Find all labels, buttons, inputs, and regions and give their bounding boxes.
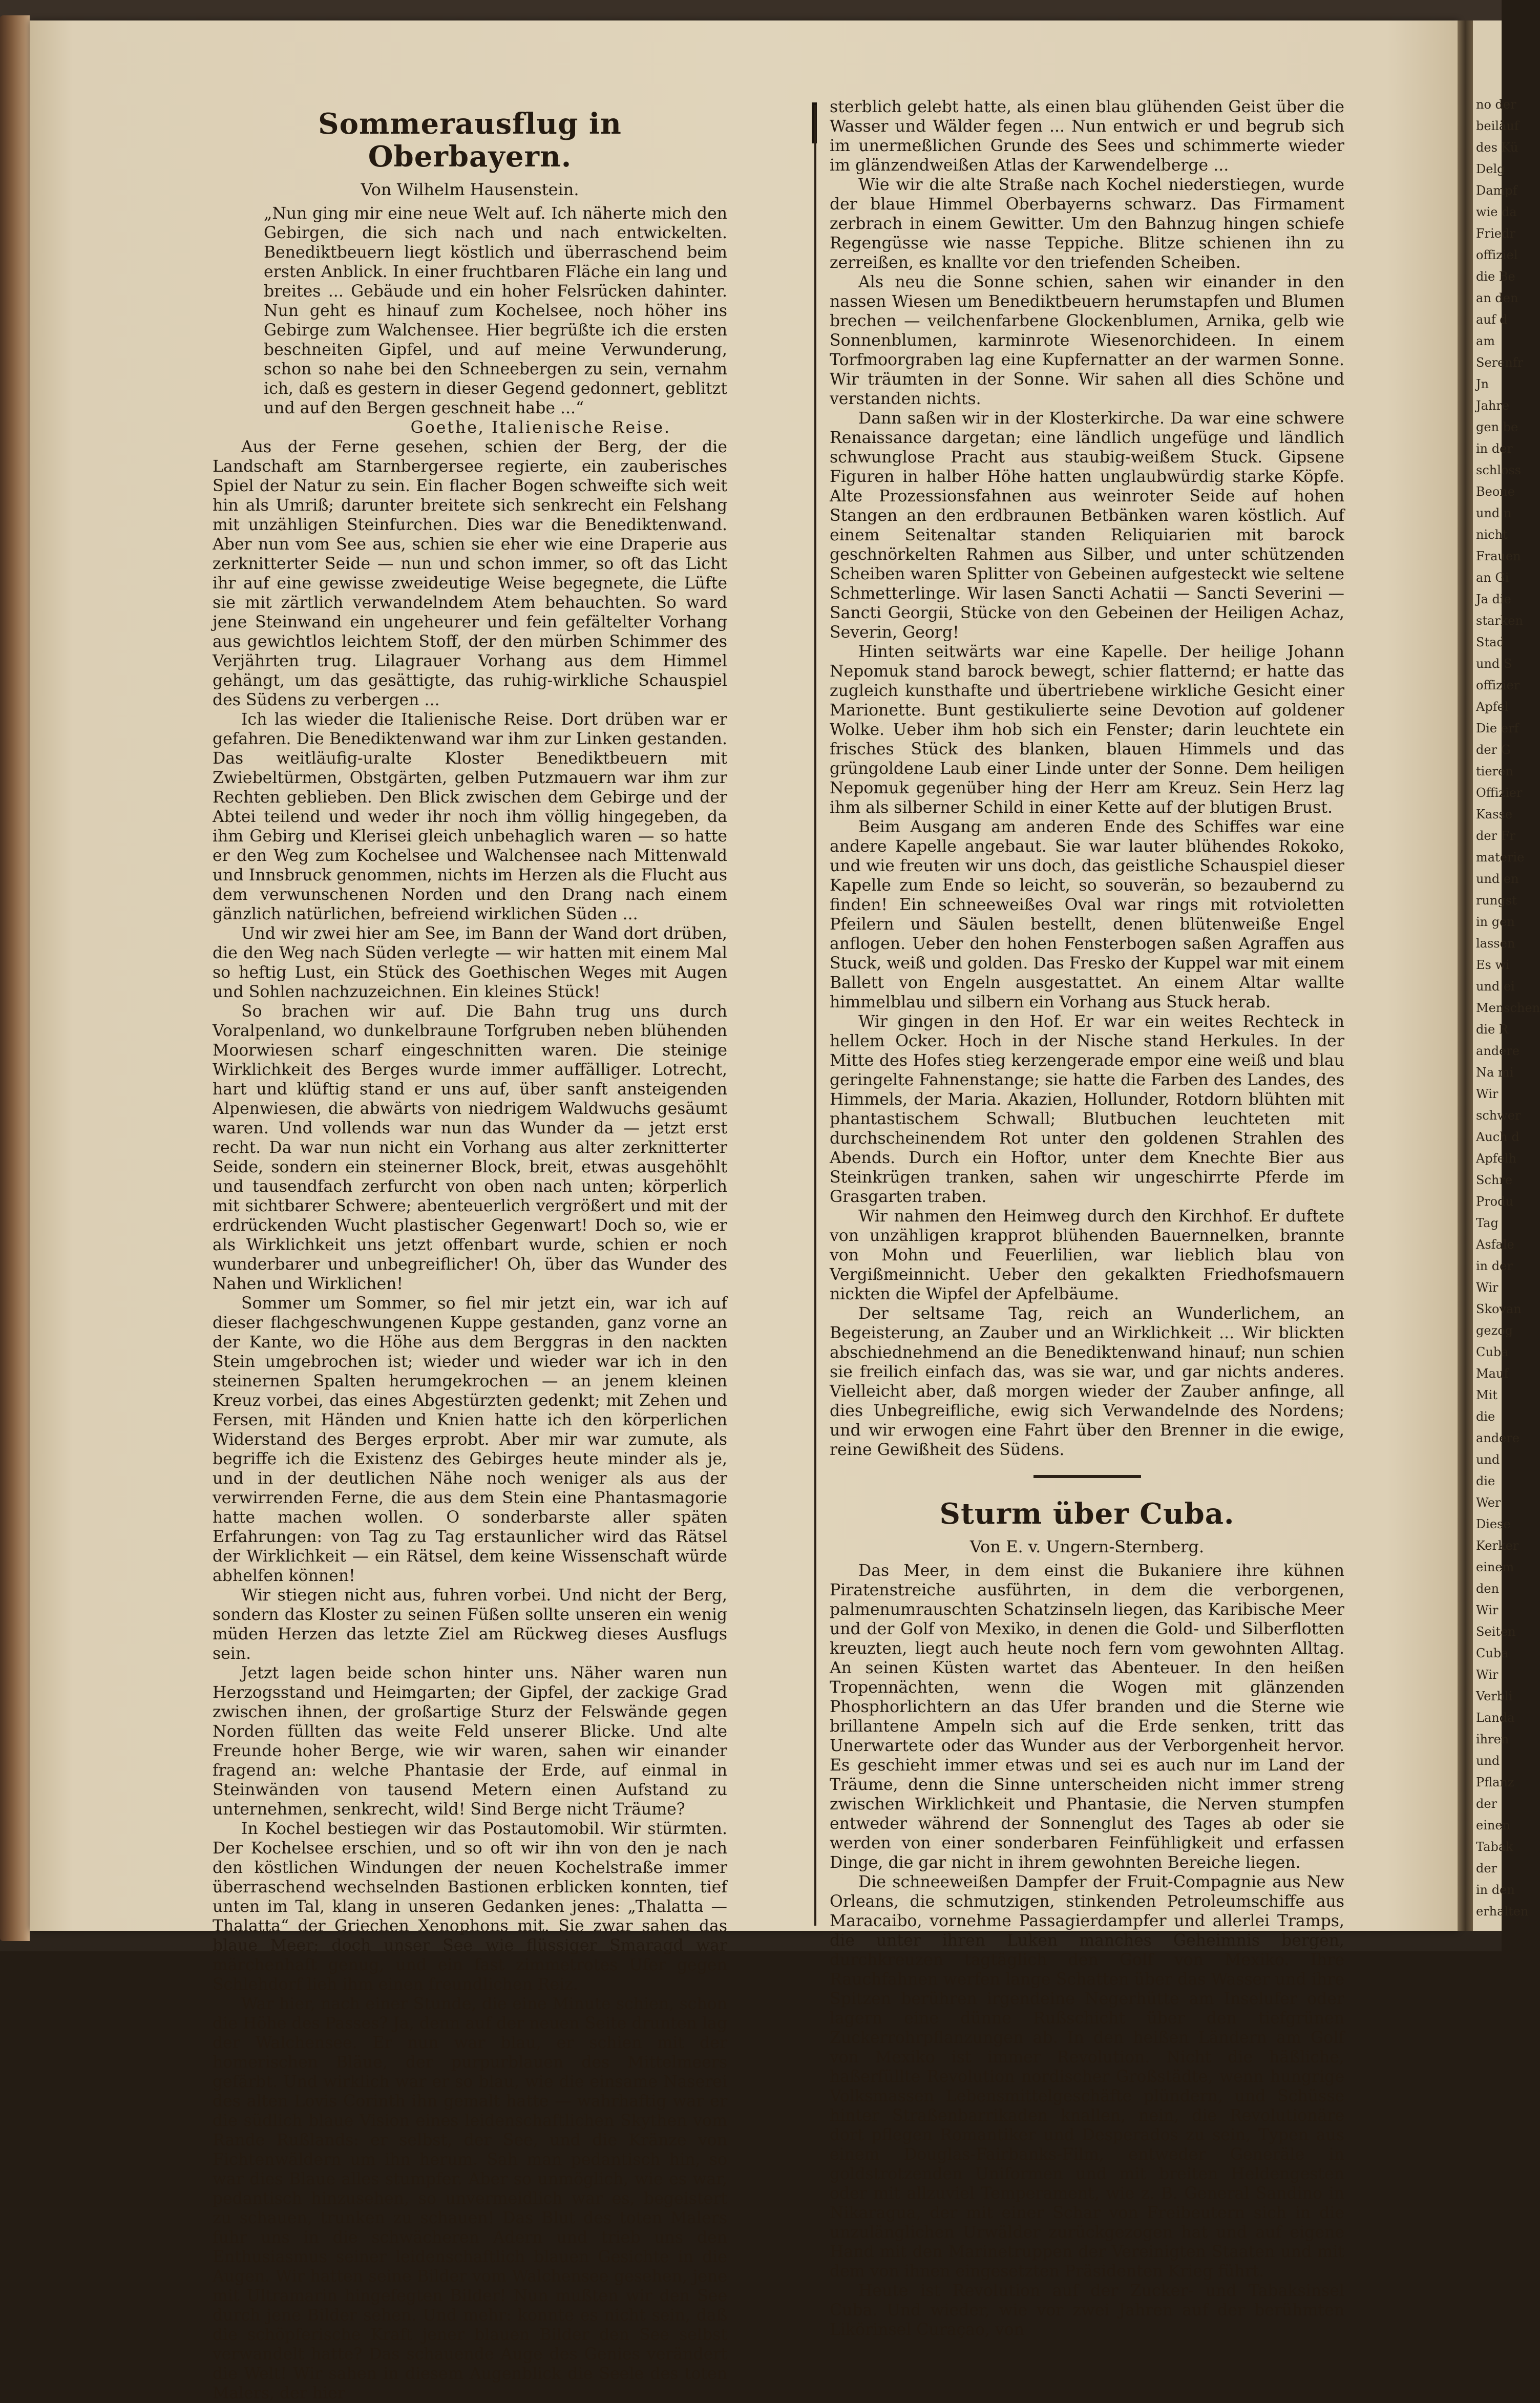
adjacent-page-fragment: und en [1476, 872, 1519, 886]
paragraph: Wir nahmen den Heimweg durch den Kirchhof. Er duftete von unzähligen krapprot blühenden Bauernnelken, brannte von Mohn und Feuerlilien, war lieblich blau von Vergißmeinnicht. Ueber den gekalkten Friedhofsmauern nickten die Wipfel der Apfelbäume. [830, 1207, 1344, 1303]
article-separator [1033, 1475, 1141, 1478]
article-byline: Von Wilhelm Hausenstein. [361, 180, 579, 199]
adjacent-page-fragment: offizier [1476, 678, 1520, 692]
adjacent-page-fragment: Mit [1476, 1388, 1497, 1402]
paragraph: War hier, nach einer Stunde, die eine Minute schien, schon die Höhe des Passes? Ja, denn auf der neuen Seite drunten lag der Walchensee. Er nun war blau, er schien mit der homerischen Bläue, der purpurblauen des Mittelmeers gefärbt. Und wirklich war er so blau, wie die einsame Naserei des alten Lovis Corinth ihn gemalt hatte — wahrhaftig war er die südlich blaue Vision eines leidenschaftlichen Skythen vom Rande Rußlands: er selbst, der See, und die Kränze von Fichtenwäldern um ihn herum. Sah man pedantisch hin, so war dies Blaue alles stumpfer. Aber so unmöglich, wie es war, pedantisch hinzusehen, so unvermeidlich war es, begeistert zu schauen, trunken zu schauen! Das Blut des toten Malers fuhr uns in die schwächeren Adern und trieb uns den Enthusiasmus seiner leidenschaftlich blauen Gesichte in die Augen. Wir hatten seine Bilder vom Walchensee gesehen, jene mit Ultramarin hingefegten Bilder! Nun mußten wir den See durch jene Bilder sehen. Und mehr: konnte es nicht sein, daß die schöpferische Kraft jener blauen Bilder den See selbst verwandelt hatte? Das schauende Auge des Genies verändert die Welt! Wir sahen in diesem Augenblick die Seele des toten Malers, der hier [213, 1995, 727, 2402]
adjacent-page-fragment: gen be [1476, 420, 1518, 434]
adjacent-page-fragment: und [1476, 1452, 1500, 1467]
book-binding [0, 15, 30, 1941]
paragraph: Hinten seitwärts war eine Kapelle. Der heilige Johann Nepomuk stand barock bewegt, schier flatternd; er hatte das zugleich kunsthafte und übertriebene wirkliche Gesicht einer Marionette. Bunt gestikulierte seine Devotion auf goldener Wolke. Ueber ihm hob sich ein Fenster; darin leuchtete ein frisches Stück des blanken, blauen Himmels und das grüngoldene Laub einer Linde unter der Sonne. Dem heiligen Nepomuk gegenüber hing der Herr am Kreuz. Sein Herz lag ihm als silberner Schild in einer Kette auf der blutigen Brust. [830, 643, 1344, 817]
adjacent-page-fragment: Auch d [1476, 1130, 1520, 1144]
paragraph: So brachen wir auf. Die Bahn trug uns durch Voralpenland, wo dunkelbraune Torfgruben neben blühenden Moorwiesen scharf eingeschnitten waren. Die steinige Wirklichkeit des Berges wurde immer auffälliger. Lotrecht, hart und klüftig stand er uns auf, über sanft ansteigenden Alpenwiesen, die abwärts von niedrigem Waldwuchs gesäumt waren. Und vollends war nun das Wunder da — jetzt erst recht. Da war nun nicht ein Vorhang aus alter zerknitterter Seide, sondern ein steinerner Block, breit, etwas ausgehöhlt und tausendfach zerfurcht von oben nach unten; körperlich mit sichtbarer Schwere; abenteuerlich vergrößert und mit der erdrückenden Wucht plastischer Gegenwart! Doch so, wie er als Wirklichkeit uns jetzt offenbart wurde, schien er noch wunderbarer und unbegreiflicher! Oh, über das Wunder des Nahen und Wirklichen! [213, 1002, 727, 1293]
adjacent-page-fragment: wie da [1476, 205, 1517, 219]
adjacent-page-fragment: die [1476, 1474, 1495, 1488]
left-column [213, 77, 727, 2402]
article-body [213, 437, 727, 2403]
page-gutter [1458, 20, 1473, 1931]
adjacent-page-fragment: Tabak [1476, 1840, 1513, 1854]
adjacent-page-fragment: erhalten [1476, 1904, 1529, 1919]
epigraph-source: Goethe, Italienische Reise. [410, 418, 671, 437]
adjacent-page-fragment: Skovan [1476, 1302, 1522, 1316]
adjacent-page-fragment: Na mi [1476, 1065, 1514, 1080]
second-article-byline: Von E. v. Ungern-Sternberg. [969, 1537, 1205, 1556]
epigraph [213, 204, 727, 437]
adjacent-page-fragment: Apfelh [1476, 1151, 1516, 1166]
adjacent-page-fragment: am [1476, 334, 1495, 348]
right-column [830, 97, 1344, 2339]
adjacent-page-fragment: des Kü [1476, 140, 1518, 155]
adjacent-page-fragment: Offizier [1476, 786, 1523, 800]
adjacent-page-fragment: Produ [1476, 1194, 1513, 1209]
adjacent-page-fragment: Wir [1476, 1087, 1499, 1101]
adjacent-page-fragment: in den [1476, 1883, 1515, 1897]
adjacent-page-fragment: Schre [1476, 1173, 1513, 1187]
adjacent-page-fragment: starken [1476, 614, 1523, 628]
adjacent-page-fragment: rungst [1476, 893, 1517, 908]
paragraph: In Kochel bestiegen wir das Postautomobil. Wir stürmten. Der Kochelsee erschien, und so oft wir ihn von den je nach den köstlichen Windungen der neuen Kochelstraße immer überraschend wechselnden Bastionen erblicken konnten, tief unten im Tal, klang in unseren Gedanken jenes: „Thalatta — Thalatta“ der Griechen Xenophons mit. Sie zwar sahen das blaue Meer; doch unser See wie flüssiger Smaragd war märchenhaft genug, und ein fast zimmetrotes Ufer gegen Schlehdorf lieh ihm einen freundlichen Reiz. [213, 1820, 727, 1994]
paragraph: Jetzt lagen beide schon hinter uns. Näher waren nun Herzogsstand und Heimgarten; der Gipfel, der zackige Grad zwischen ihnen, der großartige Sturz der Felswände gegen Norden füllten das weite Feld unserer Blicke. Und alte Freunde hoher Berge, wie wir waren, sahen wir einander fragend an: welche Phantasie der Erde, auf einmal in Steinwänden von tausend Metern einen Aufstand zu unternehmen, senkrecht, wild! Sind Berge nicht Träume? [213, 1664, 727, 1819]
article-title: Sommerausflug in Oberbayern. [318, 107, 622, 174]
adjacent-page-edge [1473, 20, 1540, 1931]
article-continuation [830, 97, 1344, 1460]
adjacent-page-fragment: die Be [1476, 269, 1515, 284]
paragraph: Das Meer, in dem einst die Bukaniere ihre kühnen Piratenstreiche ausführten, in dem die verborgenen, palmenumrauschten Schatzinseln liegen, das Karibische Meer und der Golf von Mexiko, in denen die Gold- und Silberflotten kreuzten, liegt auch heute noch fern vom gewohnten Alltag. An seinen Küsten wartet das Abenteuer. In den heißen Tropennächten, wenn die Wogen mit glänzenden Phosphorlichtern an das Ufer branden und die Sterne wie brillantene Ampeln sich auf die Erde senken, tritt das Unerwartete oder das Wunder aus der Verborgenheit hervor. Es geschieht immer etwas und sei es auch nur im Land der Träume, denn die Sinne unterscheiden nicht immer streng zwischen Wirklichkeit und Phantasie, die Nerven stumpfen entweder während der Sonnenglut des Tages ab oder sie werden von einer sonderbaren Feinfühligkeit und erfassen Dinge, die gar nicht in ihrem gewohnten Bereiche liegen. [830, 1562, 1344, 1872]
adjacent-page-fragment: Wer [1476, 1495, 1501, 1510]
adjacent-page-fragment: Ja die [1476, 592, 1511, 606]
adjacent-page-fragment: Cuba [1476, 1345, 1509, 1359]
adjacent-page-fragment: Wir [1476, 1280, 1499, 1295]
adjacent-page-fragment: gezog [1476, 1323, 1513, 1338]
adjacent-page-fragment: no der [1476, 97, 1516, 112]
adjacent-page-fragment: andere [1476, 1044, 1520, 1058]
adjacent-page-fragment: und n [1476, 506, 1512, 520]
adjacent-page-fragment: offiziel [1476, 248, 1518, 262]
adjacent-page-fragment: tieren [1476, 764, 1513, 778]
adjacent-page-fragment: Wir [1476, 1603, 1499, 1617]
adjacent-page-fragment: die R [1476, 1022, 1508, 1037]
adjacent-page-fragment: der G [1476, 743, 1511, 757]
adjacent-page-fragment: Es wi [1476, 958, 1510, 972]
adjacent-page-fragment: beiläuf [1476, 119, 1519, 133]
second-article-body [830, 1561, 1344, 2339]
adjacent-page-fragment: Tag [1476, 1216, 1499, 1230]
adjacent-page-fragment: Asfale [1476, 1237, 1514, 1252]
adjacent-page-fragment: Stad [1476, 635, 1505, 649]
adjacent-page-fragment: in der [1476, 441, 1513, 456]
adjacent-page-fragment: Die erf [1476, 721, 1519, 735]
adjacent-page-fragment: einen [1476, 1818, 1510, 1832]
adjacent-page-fragment: und [1476, 1754, 1500, 1768]
adjacent-page-fragment: Seiten [1476, 1625, 1516, 1639]
adjacent-page-fragment: der [1476, 1797, 1497, 1811]
adjacent-page-fragment: Kasse [1476, 807, 1513, 821]
adjacent-page-fragment: auf d [1476, 312, 1508, 327]
adjacent-page-fragment: ihren [1476, 1732, 1509, 1746]
adjacent-page-fragment: andere [1476, 1431, 1520, 1445]
paragraph: Die schneeweißen Dampfer der Fruit-Compagnie aus New Orleans, die schmutzigen, stinkenden Petroleumschiffe aus Maracaibo, vornehme Passagierdampfer und allerlei Tramps, die unter ihren Luken manches Geheimnis bergen, durchkreuzen tagtäglich den Golf von Mexiko. Ihre Rauchfahnen werfen lange Schatten über das Wasser und ihre Spitzen berühren irgendeine Negerhütte am Inselufer oder lagern eine dünne Rußschicht über den tiefgrünen Zuckerrohrpflanzungen ab. In den heißen Ländern am Golf von Mexiko ist immer Revolution. Nicht die häßliche, haßerfüllte Revolution nordischer Großstädte, wenn hungrige Volksmassen Lebensmittelgeschäfte plündern, und Schüsse hinter Straßenbarrikaden knallen, nein, die Revolutionäre dort pflegen Romantiker und Desperados zu sein, Typen aus einem Douglas-Fairbanks-Film, entweder Generäle in goldstrotzenden Uniformen und mit breiten Heldengesten oder mit allzuviel Temperament, wie z. B. General Sandino in Nikaragua, der mit einer Schar von Freibeutern sich in die unzulänglichen Urwälder zurückgezogen hat und auf eigene Hand mit den Marinetruppen der Vereinigten Staaten und mit dem von ihnen eingesetzten Präsidenten Krieg führt. [830, 1873, 1344, 2281]
adjacent-page-fragment: Kerker [1476, 1538, 1519, 1553]
adjacent-page-fragment: an den [1476, 291, 1518, 305]
adjacent-page-fragment: Diese [1476, 1517, 1511, 1531]
adjacent-page-fragment: Dampf [1476, 183, 1517, 198]
paragraph: Als neu die Sonne schien, sahen wir einander in den nassen Wiesen um Benediktbeuern herumstapfen und Blumen brechen — veilchenfarbene Glockenblumen, Arnika, gelb wie Sonnenblumen, karminrote Wiesenorchideen. In einem Torfmoorgraben lag eine Kupfernatter an der warmen Sonne. Wir träumten in der Sonne. Wir sahen all dies Schöne und verstanden nichts. [830, 273, 1344, 408]
adjacent-page-fragment: in der [1476, 1259, 1513, 1273]
paragraph: Heute ist Revolution auf der Zucker- und Tabaksinsel Cuba. Und wieder, wie vor zwei Jahren auf der berühmten Likörinsel Curaçao, von [830, 2282, 1344, 2339]
adjacent-page-fragment: Wir [1476, 1668, 1499, 1682]
adjacent-page-fragment: Mauf [1476, 1366, 1509, 1381]
adjacent-page-fragment: Apfel [1476, 700, 1509, 714]
adjacent-page-fragment: und ei [1476, 979, 1515, 994]
adjacent-page-fragment: Landa [1476, 1711, 1515, 1725]
paragraph: Wir stiegen nicht aus, fuhren vorbei. Und nicht der Berg, sondern das Kloster zu seinen Füßen sollte unseren ein wenig müden Herzen das letzte Ziel am Rückweg dieses Ausflugs sein. [213, 1586, 727, 1663]
adjacent-page-fragment: nicht [1476, 528, 1508, 542]
adjacent-page-fragment: Frauen [1476, 549, 1521, 563]
adjacent-page-fragment: an Gi [1476, 571, 1509, 585]
paragraph: Dann saßen wir in der Klosterkirche. Da war eine schwere Renaissance dargetan; eine ländlich ungefüge und ländlich schwunglose Pracht aus staubig-weißem Stuck. Gipsene Figuren in halber Höhe hatten unglaubwürdig starke Köpfe. Alte Prozessionsfahnen aus weinroter Seide auf hohen Stangen an den erdbraunen Betbänken waren köstlich. Auf einem Seitenaltar standen Reliquiarien mit barock geschnörkelten Rahmen aus Silber, und unter schützenden Scheiben waren Splitter von Gebeinen aufgesteckt wie seltene Schmetterlinge. Wir lasen Sancti Achatii — Sancti Severini — Sancti Georgii, Stücke von den Gebeinen der Heiligen Achaz, Severin, Georg! [830, 409, 1344, 642]
adjacent-page-fragment: Jn [1476, 377, 1489, 391]
adjacent-page-fragment: einem [1476, 1560, 1514, 1574]
adjacent-page-fragment: Beone [1476, 484, 1515, 499]
paragraph: Ich las wieder die Italienische Reise. Dort drüben war er gefahren. Die Benediktenwand war ihm zur Linken gestanden. Das weitläufig-uralte Kloster Benediktbeuern mit Zwiebeltürmen, Obstgärten, gelben Putzmauern war ihm zur Rechten geblieben. Den Blick zwischen dem Gebirge und der Abtei teilend und weder ihr noch ihm völlig hingegeben, da ihm Gebirg und Klerisei gleich unbehaglich waren — so hatte er den Weg zum Kochelsee und Walchensee nach Mittenwald und Innsbruck genommen, nichts im Herzen als die Flucht aus dem verwunschenen Norden und den Drang nach einem gänzlich natürlichen, befreiend wirklichen Süden ... [213, 710, 727, 923]
adjacent-page-fragment: materie [1476, 850, 1525, 865]
adjacent-page-fragment: den [1476, 1582, 1500, 1596]
adjacent-page-fragment: Friedr [1476, 226, 1515, 241]
paragraph: Beim Ausgang am anderen Ende des Schiffes war eine andere Kapelle angebaut. Sie war lauter blühendes Rokoko, und wie freuten wir uns doch, das geistliche Schauspiel dieser Kapelle zum Ende so leicht, so souverän, so bezaubernd zu finden! Ein schneeweißes Oval war rings mit rotvioletten Pfeilern und Säulen bestellt, denen blütenweiße Engel anflogen. Ueber den hohen Fensterbogen saßen Agraffen aus Stuck, weiß und golden. Das Fresko der Kuppel war mit einem Ballett von Engeln ausgestattet. An einem Altar wallte himmelblau und silbern ein Vorhang aus Stuck herab. [830, 818, 1344, 1011]
adjacent-page-fragment: schloss [1476, 463, 1521, 477]
paragraph: Sommer um Sommer, so fiel mir jetzt ein, war ich auf dieser flachgeschwungenen Kuppe gestanden, ganz vorne an der Kante, wo die Höhe aus dem Berggras in den nackten Stein umgebrochen ist; wieder und wieder war ich in den steinernen Spalten herumgekrochen — an jenem kleinen Kreuz vorbei, das eines Abgestürzten gedenkt; mit Zehen und Fersen, mit Händen und Knien hatte ich den körperlichen Widerstand des Berges erprobt. Aber mir war zumute, als begriffe ich die Existenz des Gebirges heute minder als je, und in der deutlichen Nähe noch weniger als aus der verwirrenden Ferne, die aus dem Stein eine Phantasmagorie hatte machen wollen. O sonderbarste aller späten Erfahrungen: von Tag zu Tag erstaunlicher wird das Rätsel der Wirklichkeit — ein Rätsel, dem keine Wissenschaft würde abhelfen können! [213, 1294, 727, 1585]
adjacent-page-fragment: in gen [1476, 915, 1515, 929]
adjacent-page-fragment: Verbli [1476, 1689, 1513, 1703]
epigraph-text: „Nun ging mir eine neue Welt auf. Ich näherte mich den Gebirgen, die sich nach und nach entwickelten. Benediktbeuern liegt köstlich und überraschend beim ersten Anblick. In einer fruchtbaren Fläche ein lang und breites ... Gebäude und ein hoher Felsrücken dahinter. Nun geht es hinauf zum Kochelsee, noch höher ins Gebirge zum Walchensee. Hier begrüßte ich die ersten beschneiten Gipfel, und auf meine Verwunderung, schon so nahe bei den Schneebergen zu sein, vernahm ich, daß es gestern in dieser Gegend gedonnert, geblitzt und auf den Bergen geschneit habe ...“ [264, 204, 727, 417]
adjacent-page-fragment: Jahre [1476, 398, 1510, 413]
adjacent-page-fragment: und S [1476, 657, 1512, 671]
adjacent-page-fragment: schwer [1476, 1108, 1521, 1123]
paragraph: sterblich gelebt hatte, als einen blau glühenden Geist über die Wasser und Wälder fegen ... Nun entwich er und begrub sich im unermeßlichen Grunde des Sees und schimmerte wieder im glänzendweißen Atlas der Karwendelberge ... [830, 98, 1344, 175]
paragraph: Der seltsame Tag, reich an Wunderlichem, an Begeisterung, an Zauber und an Wirklichkeit ... Wir blickten abschiednehmend an die Benediktenwand hinauf; nun schien sie freilich einfach das, was sie war, und gar nichts anderes. Vielleicht aber, daß morgen wieder der Zauber anfinge, all dies Unbegreifliche, ewig sich Verwandelnde des Nordens; und wir erwogen eine Fahrt über den Brenner in die ewige, reine Gewißheit des Südens. [830, 1304, 1344, 1459]
paragraph: Wir gingen in den Hof. Er war ein weites Rechteck in hellem Ocker. Hoch in der Nische stand Herkules. In der Mitte des Hofes stieg kerzengerade empor eine weiß und blau geringelte Fahnenstange; sie hatte die Farben des Landes, des Himmels, der Maria. Akazien, Hollunder, Rotdorn blühten mit phantastischem Schwall; Blutbuchen leuchteten mit durchscheinendem Rot unter den goldenen Strahlen des Abends. Durch ein Hoftor, unter dem Knechte Bier aus Steinkrügen tranken, sahen wir ungeschirrte Pferde im Grasgarten traben. [830, 1013, 1344, 1206]
adjacent-page-fragment: Menschen [1476, 1001, 1540, 1015]
paragraph: Und wir zwei hier am See, im Bann der Wand dort drüben, die den Weg nach Süden verlegte — wir hatten mit einem Mal so heftig Lust, ein Stück des Goethischen Weges mit Augen und Sohlen nachzuzeichnen. Ein kleines Stück! [213, 924, 727, 1001]
paragraph: Wie wir die alte Straße nach Kochel niederstiegen, wurde der blaue Himmel Oberbayerns schwarz. Das Firmament zerbrach in einem Gewitter. Um den Bahnzug hingen schiefe Regengüsse wie nasse Teppiche. Blitze schienen ihn zu zerreißen, es knallte vor den triefenden Scheiben. [830, 176, 1344, 272]
adjacent-page-fragment: die [1476, 1409, 1495, 1424]
column-rule [814, 105, 816, 1926]
adjacent-page-fragment: Cuba [1476, 1646, 1509, 1660]
adjacent-page-fragment: lassen [1476, 936, 1515, 951]
second-article-title: Sturm über Cuba. [939, 1497, 1235, 1531]
adjacent-page-fragment: der Fr [1476, 829, 1515, 843]
adjacent-page-fragment: Pflanz [1476, 1775, 1514, 1789]
adjacent-page-fragment: Delg [1476, 162, 1505, 176]
paragraph: Aus der Ferne gesehen, schien der Berg, der die Landschaft am Starnbergersee regierte, ein zauberisches Spiel der Natur zu sein. Ein flacher Bogen schweifte sich weit hin als Umriß; darunter breitete sich senkrecht ein Felshang mit unzähligen Steinfurchen. Dies war die Benediktenwand. Aber nun vom See aus, schien sie eher wie eine Draperie aus zerknitterter Seide — nun und schon immer, so oft das Licht ihr auf eine gewisse zweideutige Weise begegnete, die Lüfte sie mit zärtlich verwandelndem Atem behauchten. So ward jene Steinwand ein ungeheurer und fein gefältelter Vorhang aus gewichtlos leichtem Stoff, der den mürben Schimmer des Verjährten trug. Lilagrauer Vorhang aus dem Himmel gehängt, um das gesättigte, das ruhig-wirkliche Schauspiel des Südens zu verbergen ... [213, 438, 727, 709]
adjacent-page-fragment: der [1476, 1861, 1497, 1875]
adjacent-page-fragment: Serenfr [1476, 355, 1524, 370]
